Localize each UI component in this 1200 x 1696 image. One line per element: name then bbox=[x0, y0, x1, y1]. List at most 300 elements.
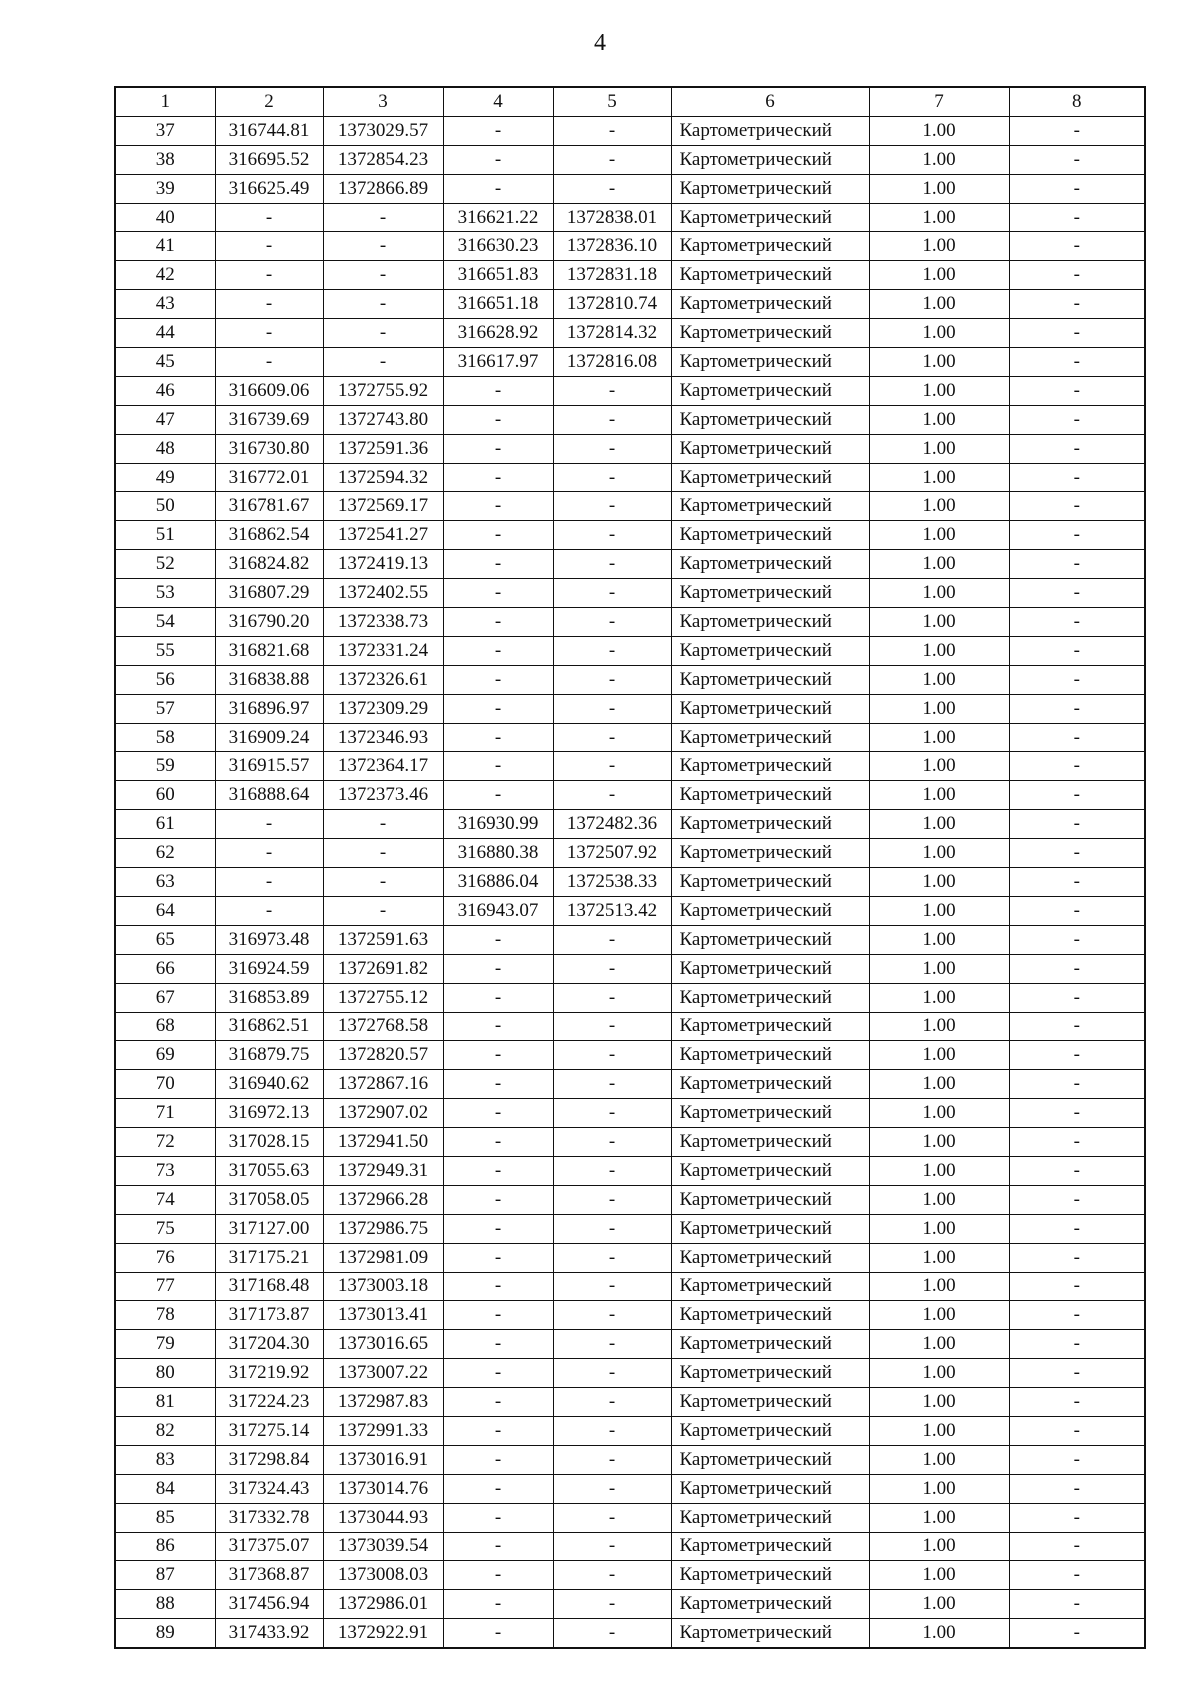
table-cell: 316730.80 bbox=[215, 434, 323, 463]
table-cell: 1372755.12 bbox=[323, 983, 443, 1012]
table-cell: Картометрический bbox=[671, 1185, 869, 1214]
table-row bbox=[115, 694, 1145, 723]
table-cell: 1.00 bbox=[869, 1445, 1009, 1474]
table-cell: Картометрический bbox=[671, 781, 869, 810]
table-cell: 316888.64 bbox=[215, 781, 323, 810]
header-cell: 6 bbox=[671, 87, 869, 116]
table-cell: - bbox=[553, 521, 671, 550]
table-cell: - bbox=[1009, 839, 1145, 868]
table-cell: - bbox=[553, 1214, 671, 1243]
header-cell: 8 bbox=[1009, 87, 1145, 116]
page-number: 4 bbox=[594, 30, 606, 56]
table-cell: 1372986.01 bbox=[323, 1590, 443, 1619]
table-cell: 316628.92 bbox=[443, 319, 553, 348]
table-cell: - bbox=[553, 579, 671, 608]
table-cell: 1372991.33 bbox=[323, 1416, 443, 1445]
table-cell: 1.00 bbox=[869, 1388, 1009, 1417]
table-cell: Картометрический bbox=[671, 810, 869, 839]
table-row bbox=[115, 665, 1145, 694]
table-cell: - bbox=[1009, 145, 1145, 174]
table-cell: 56 bbox=[115, 665, 215, 694]
table-cell: 1.00 bbox=[869, 1359, 1009, 1388]
table-cell: 1.00 bbox=[869, 1474, 1009, 1503]
table-cell: - bbox=[553, 636, 671, 665]
table-row bbox=[115, 781, 1145, 810]
table-cell: 1372364.17 bbox=[323, 752, 443, 781]
table-cell: - bbox=[553, 1272, 671, 1301]
table-cell: 1372591.63 bbox=[323, 925, 443, 954]
table-cell: Картометрический bbox=[671, 550, 869, 579]
table-cell: - bbox=[553, 145, 671, 174]
table-cell: - bbox=[1009, 1185, 1145, 1214]
table-cell: 317173.87 bbox=[215, 1301, 323, 1330]
table-cell: Картометрический bbox=[671, 608, 869, 637]
table-cell: - bbox=[1009, 550, 1145, 579]
table-cell: - bbox=[553, 608, 671, 637]
table-cell: Картометрический bbox=[671, 405, 869, 434]
table-cell: 1.00 bbox=[869, 1532, 1009, 1561]
table-cell: Картометрический bbox=[671, 1330, 869, 1359]
table-cell: 42 bbox=[115, 261, 215, 290]
table-row bbox=[115, 116, 1145, 145]
table-cell: 1372836.10 bbox=[553, 232, 671, 261]
table-cell: - bbox=[1009, 261, 1145, 290]
table-cell: 316630.23 bbox=[443, 232, 553, 261]
table-cell: 79 bbox=[115, 1330, 215, 1359]
table-cell: - bbox=[443, 405, 553, 434]
table-cell: 1.00 bbox=[869, 1243, 1009, 1272]
table-cell: - bbox=[215, 290, 323, 319]
table-cell: Картометрический bbox=[671, 1561, 869, 1590]
table-cell: - bbox=[443, 954, 553, 983]
table-cell: 65 bbox=[115, 925, 215, 954]
table-cell: 52 bbox=[115, 550, 215, 579]
table-row bbox=[115, 261, 1145, 290]
table-cell: - bbox=[1009, 868, 1145, 897]
table-cell: 1373016.91 bbox=[323, 1445, 443, 1474]
table-cell: 1372867.16 bbox=[323, 1070, 443, 1099]
table-cell: 54 bbox=[115, 608, 215, 637]
table-cell: 317224.23 bbox=[215, 1388, 323, 1417]
table-row bbox=[115, 348, 1145, 377]
table-cell: 316651.18 bbox=[443, 290, 553, 319]
table-cell: - bbox=[323, 896, 443, 925]
table-row bbox=[115, 636, 1145, 665]
table-cell: 1.00 bbox=[869, 348, 1009, 377]
table-cell: 1372986.75 bbox=[323, 1214, 443, 1243]
table-cell: - bbox=[1009, 290, 1145, 319]
table-cell: - bbox=[323, 290, 443, 319]
table-cell: 1372866.89 bbox=[323, 174, 443, 203]
table-cell: - bbox=[443, 579, 553, 608]
table-row bbox=[115, 405, 1145, 434]
table-row bbox=[115, 1099, 1145, 1128]
table-cell: - bbox=[443, 694, 553, 723]
table-cell: 316651.83 bbox=[443, 261, 553, 290]
table-cell: - bbox=[1009, 1301, 1145, 1330]
table-cell: - bbox=[553, 1128, 671, 1157]
table-cell: Картометрический bbox=[671, 521, 869, 550]
table-cell: - bbox=[1009, 752, 1145, 781]
table-cell: - bbox=[443, 434, 553, 463]
table-cell: 49 bbox=[115, 463, 215, 492]
table-cell: - bbox=[443, 1070, 553, 1099]
table-row bbox=[115, 1272, 1145, 1301]
table-cell: - bbox=[443, 116, 553, 145]
table-cell: 317219.92 bbox=[215, 1359, 323, 1388]
table-cell: - bbox=[443, 781, 553, 810]
table-cell: 63 bbox=[115, 868, 215, 897]
table-cell: - bbox=[1009, 319, 1145, 348]
table-cell: 1372816.08 bbox=[553, 348, 671, 377]
table-cell: - bbox=[1009, 174, 1145, 203]
table-cell: - bbox=[443, 1503, 553, 1532]
table-cell: 1372941.50 bbox=[323, 1128, 443, 1157]
table-row bbox=[115, 839, 1145, 868]
table-cell: 316915.57 bbox=[215, 752, 323, 781]
table-cell: 48 bbox=[115, 434, 215, 463]
table-cell: 53 bbox=[115, 579, 215, 608]
table-cell: - bbox=[443, 492, 553, 521]
table-cell: - bbox=[443, 1359, 553, 1388]
table-cell: - bbox=[553, 434, 671, 463]
table-cell: 316862.51 bbox=[215, 1012, 323, 1041]
table-cell: 1373016.65 bbox=[323, 1330, 443, 1359]
table-cell: - bbox=[443, 145, 553, 174]
table-cell: 1.00 bbox=[869, 983, 1009, 1012]
table-cell: 1.00 bbox=[869, 694, 1009, 723]
table-cell: Картометрический bbox=[671, 896, 869, 925]
table-cell: - bbox=[443, 723, 553, 752]
table-cell: 1373039.54 bbox=[323, 1532, 443, 1561]
table-cell: - bbox=[553, 1619, 671, 1648]
table-cell: Картометрический bbox=[671, 983, 869, 1012]
table-row bbox=[115, 925, 1145, 954]
table-cell: - bbox=[553, 550, 671, 579]
table-cell: 317332.78 bbox=[215, 1503, 323, 1532]
table-cell: 1372482.36 bbox=[553, 810, 671, 839]
table-cell: - bbox=[215, 810, 323, 839]
table-cell: 316972.13 bbox=[215, 1099, 323, 1128]
table-cell: 316930.99 bbox=[443, 810, 553, 839]
table-cell: - bbox=[443, 1532, 553, 1561]
table-row bbox=[115, 1532, 1145, 1561]
table-cell: 1373007.22 bbox=[323, 1359, 443, 1388]
table-cell: Картометрический bbox=[671, 752, 869, 781]
table-cell: 1.00 bbox=[869, 1185, 1009, 1214]
table-cell: 1372743.80 bbox=[323, 405, 443, 434]
table-cell: 1.00 bbox=[869, 1503, 1009, 1532]
table-cell: - bbox=[553, 1503, 671, 1532]
table-cell: 316625.49 bbox=[215, 174, 323, 203]
table-cell: Картометрический bbox=[671, 174, 869, 203]
table-cell: 57 bbox=[115, 694, 215, 723]
table-row bbox=[115, 1070, 1145, 1099]
table-cell: - bbox=[443, 636, 553, 665]
table-cell: 1372338.73 bbox=[323, 608, 443, 637]
table-cell: 316943.07 bbox=[443, 896, 553, 925]
table-row bbox=[115, 896, 1145, 925]
table-cell: 1.00 bbox=[869, 1041, 1009, 1070]
header-cell: 5 bbox=[553, 87, 671, 116]
table-cell: 1.00 bbox=[869, 492, 1009, 521]
table-cell: 316824.82 bbox=[215, 550, 323, 579]
table-cell: 316940.62 bbox=[215, 1070, 323, 1099]
table-cell: - bbox=[553, 1070, 671, 1099]
table-cell: 316880.38 bbox=[443, 839, 553, 868]
table-cell: - bbox=[1009, 1445, 1145, 1474]
table-cell: 43 bbox=[115, 290, 215, 319]
table-cell: 87 bbox=[115, 1561, 215, 1590]
table-cell: - bbox=[443, 174, 553, 203]
table-cell: - bbox=[1009, 1503, 1145, 1532]
table-row bbox=[115, 521, 1145, 550]
table-cell: 47 bbox=[115, 405, 215, 434]
table-cell: - bbox=[1009, 1330, 1145, 1359]
table-cell: Картометрический bbox=[671, 954, 869, 983]
table-cell: 316853.89 bbox=[215, 983, 323, 1012]
table-cell: - bbox=[553, 1041, 671, 1070]
table-cell: - bbox=[443, 1445, 553, 1474]
table-cell: 76 bbox=[115, 1243, 215, 1272]
table-cell: - bbox=[1009, 203, 1145, 232]
table-cell: - bbox=[553, 1561, 671, 1590]
table-cell: 317375.07 bbox=[215, 1532, 323, 1561]
table-cell: 1372346.93 bbox=[323, 723, 443, 752]
table-cell: 40 bbox=[115, 203, 215, 232]
table-cell: 81 bbox=[115, 1388, 215, 1417]
table-cell: 1372838.01 bbox=[553, 203, 671, 232]
table-cell: 1372987.83 bbox=[323, 1388, 443, 1417]
table-cell: - bbox=[443, 1185, 553, 1214]
table-cell: 62 bbox=[115, 839, 215, 868]
table-cell: 1372591.36 bbox=[323, 434, 443, 463]
table-cell: 64 bbox=[115, 896, 215, 925]
table-cell: - bbox=[1009, 376, 1145, 405]
table-cell: - bbox=[553, 405, 671, 434]
table-cell: 1.00 bbox=[869, 954, 1009, 983]
table-row bbox=[115, 492, 1145, 521]
table-cell: - bbox=[1009, 1359, 1145, 1388]
header-cell: 7 bbox=[869, 87, 1009, 116]
table-cell: 316621.22 bbox=[443, 203, 553, 232]
table-cell: Картометрический bbox=[671, 1359, 869, 1388]
table-cell: 59 bbox=[115, 752, 215, 781]
table-cell: Картометрический bbox=[671, 1243, 869, 1272]
table-cell: - bbox=[1009, 1272, 1145, 1301]
table-cell: - bbox=[1009, 1243, 1145, 1272]
table-cell: - bbox=[1009, 116, 1145, 145]
table-cell: 61 bbox=[115, 810, 215, 839]
table-cell: Картометрический bbox=[671, 1416, 869, 1445]
table-cell: 1.00 bbox=[869, 203, 1009, 232]
table-cell: 316807.29 bbox=[215, 579, 323, 608]
table-cell: - bbox=[553, 694, 671, 723]
table-cell: - bbox=[553, 1359, 671, 1388]
table-cell: - bbox=[1009, 1156, 1145, 1185]
table-cell: 317055.63 bbox=[215, 1156, 323, 1185]
table-row bbox=[115, 319, 1145, 348]
table-cell: 78 bbox=[115, 1301, 215, 1330]
table-row bbox=[115, 434, 1145, 463]
table-cell: - bbox=[1009, 579, 1145, 608]
table-cell: 73 bbox=[115, 1156, 215, 1185]
table-cell: 55 bbox=[115, 636, 215, 665]
table-row bbox=[115, 810, 1145, 839]
table-cell: 1.00 bbox=[869, 1619, 1009, 1648]
table-cell: 316886.04 bbox=[443, 868, 553, 897]
table-cell: 1.00 bbox=[869, 1590, 1009, 1619]
table-cell: - bbox=[215, 348, 323, 377]
table-cell: - bbox=[1009, 694, 1145, 723]
table-cell: - bbox=[1009, 1590, 1145, 1619]
table-cell: 1373014.76 bbox=[323, 1474, 443, 1503]
table-cell: - bbox=[323, 348, 443, 377]
table-row bbox=[115, 1503, 1145, 1532]
table-cell: - bbox=[1009, 232, 1145, 261]
table-cell: - bbox=[443, 1243, 553, 1272]
table-cell: Картометрический bbox=[671, 1301, 869, 1330]
table-cell: Картометрический bbox=[671, 1070, 869, 1099]
header-cell: 4 bbox=[443, 87, 553, 116]
table-cell: Картометрический bbox=[671, 1474, 869, 1503]
table-cell: - bbox=[323, 839, 443, 868]
table-row bbox=[115, 1330, 1145, 1359]
table-cell: 1372513.42 bbox=[553, 896, 671, 925]
table-cell: 69 bbox=[115, 1041, 215, 1070]
table-cell: - bbox=[553, 1301, 671, 1330]
table-cell: Картометрический bbox=[671, 868, 869, 897]
table-cell: 1372538.33 bbox=[553, 868, 671, 897]
table-cell: 60 bbox=[115, 781, 215, 810]
table-cell: 1372810.74 bbox=[553, 290, 671, 319]
table-cell: - bbox=[215, 232, 323, 261]
table-cell: 1.00 bbox=[869, 1156, 1009, 1185]
table-row bbox=[115, 463, 1145, 492]
table-cell: 38 bbox=[115, 145, 215, 174]
table-cell: 316772.01 bbox=[215, 463, 323, 492]
table-cell: 1373013.41 bbox=[323, 1301, 443, 1330]
table-cell: 1372373.46 bbox=[323, 781, 443, 810]
table-cell: 89 bbox=[115, 1619, 215, 1648]
table-cell: - bbox=[323, 203, 443, 232]
table-row bbox=[115, 376, 1145, 405]
table-row bbox=[115, 203, 1145, 232]
table-cell: 1.00 bbox=[869, 1301, 1009, 1330]
table-cell: - bbox=[215, 203, 323, 232]
table-cell: 1372768.58 bbox=[323, 1012, 443, 1041]
table-cell: Картометрический bbox=[671, 492, 869, 521]
table-cell: - bbox=[443, 1590, 553, 1619]
table-cell: - bbox=[553, 1099, 671, 1128]
table-cell: - bbox=[1009, 1041, 1145, 1070]
table-cell: 1.00 bbox=[869, 1561, 1009, 1590]
table-cell: 86 bbox=[115, 1532, 215, 1561]
table-cell: - bbox=[443, 550, 553, 579]
table-cell: - bbox=[443, 1272, 553, 1301]
table-cell: 1.00 bbox=[869, 261, 1009, 290]
table-cell: - bbox=[443, 665, 553, 694]
table-cell: - bbox=[1009, 608, 1145, 637]
table-cell: 317324.43 bbox=[215, 1474, 323, 1503]
table-cell: 1.00 bbox=[869, 636, 1009, 665]
table-cell: - bbox=[443, 376, 553, 405]
table-cell: Картометрический bbox=[671, 1214, 869, 1243]
table-cell: 46 bbox=[115, 376, 215, 405]
table-cell: 316838.88 bbox=[215, 665, 323, 694]
table-cell: Картометрический bbox=[671, 1445, 869, 1474]
table-cell: - bbox=[443, 1214, 553, 1243]
table-cell: Картометрический bbox=[671, 376, 869, 405]
table-cell: - bbox=[553, 1445, 671, 1474]
table-row bbox=[115, 1012, 1145, 1041]
table-cell: 83 bbox=[115, 1445, 215, 1474]
table-cell: - bbox=[215, 896, 323, 925]
table-cell: - bbox=[215, 839, 323, 868]
table-cell: - bbox=[1009, 1532, 1145, 1561]
table-cell: 77 bbox=[115, 1272, 215, 1301]
table-cell: - bbox=[443, 1330, 553, 1359]
table-cell: - bbox=[1009, 434, 1145, 463]
table-cell: - bbox=[1009, 1619, 1145, 1648]
table-cell: 317368.87 bbox=[215, 1561, 323, 1590]
table-cell: 316862.54 bbox=[215, 521, 323, 550]
table-cell: Картометрический bbox=[671, 925, 869, 954]
table-cell: - bbox=[1009, 665, 1145, 694]
header-cell: 3 bbox=[323, 87, 443, 116]
table-cell: Картометрический bbox=[671, 1012, 869, 1041]
table-cell: - bbox=[553, 925, 671, 954]
table-cell: - bbox=[215, 868, 323, 897]
table-row bbox=[115, 1416, 1145, 1445]
table-cell: Картометрический bbox=[671, 665, 869, 694]
table-cell: Картометрический bbox=[671, 636, 869, 665]
table-cell: 316821.68 bbox=[215, 636, 323, 665]
table-cell: - bbox=[1009, 1416, 1145, 1445]
table-cell: Картометрический bbox=[671, 348, 869, 377]
table-cell: 72 bbox=[115, 1128, 215, 1157]
table-row bbox=[115, 1388, 1145, 1417]
table-row bbox=[115, 1359, 1145, 1388]
table-cell: - bbox=[443, 983, 553, 1012]
table-cell: Картометрический bbox=[671, 1041, 869, 1070]
table-row bbox=[115, 954, 1145, 983]
table-cell: 1.00 bbox=[869, 116, 1009, 145]
table-cell: - bbox=[1009, 636, 1145, 665]
table-cell: 1.00 bbox=[869, 723, 1009, 752]
header-cell: 2 bbox=[215, 87, 323, 116]
table-cell: 1.00 bbox=[869, 579, 1009, 608]
table-cell: 1.00 bbox=[869, 1099, 1009, 1128]
table-cell: Картометрический bbox=[671, 1590, 869, 1619]
table-row bbox=[115, 752, 1145, 781]
table-cell: - bbox=[553, 1474, 671, 1503]
table-cell: 1.00 bbox=[869, 232, 1009, 261]
table-cell: - bbox=[553, 1156, 671, 1185]
table-cell: - bbox=[553, 463, 671, 492]
table-cell: 45 bbox=[115, 348, 215, 377]
table-cell: - bbox=[553, 983, 671, 1012]
table-row bbox=[115, 608, 1145, 637]
table-row bbox=[115, 1474, 1145, 1503]
table-row bbox=[115, 174, 1145, 203]
table-cell: 1.00 bbox=[869, 1330, 1009, 1359]
table-cell: 50 bbox=[115, 492, 215, 521]
table-cell: 1.00 bbox=[869, 810, 1009, 839]
table-cell: 1.00 bbox=[869, 752, 1009, 781]
table-cell: - bbox=[1009, 723, 1145, 752]
table-cell: 1372309.29 bbox=[323, 694, 443, 723]
